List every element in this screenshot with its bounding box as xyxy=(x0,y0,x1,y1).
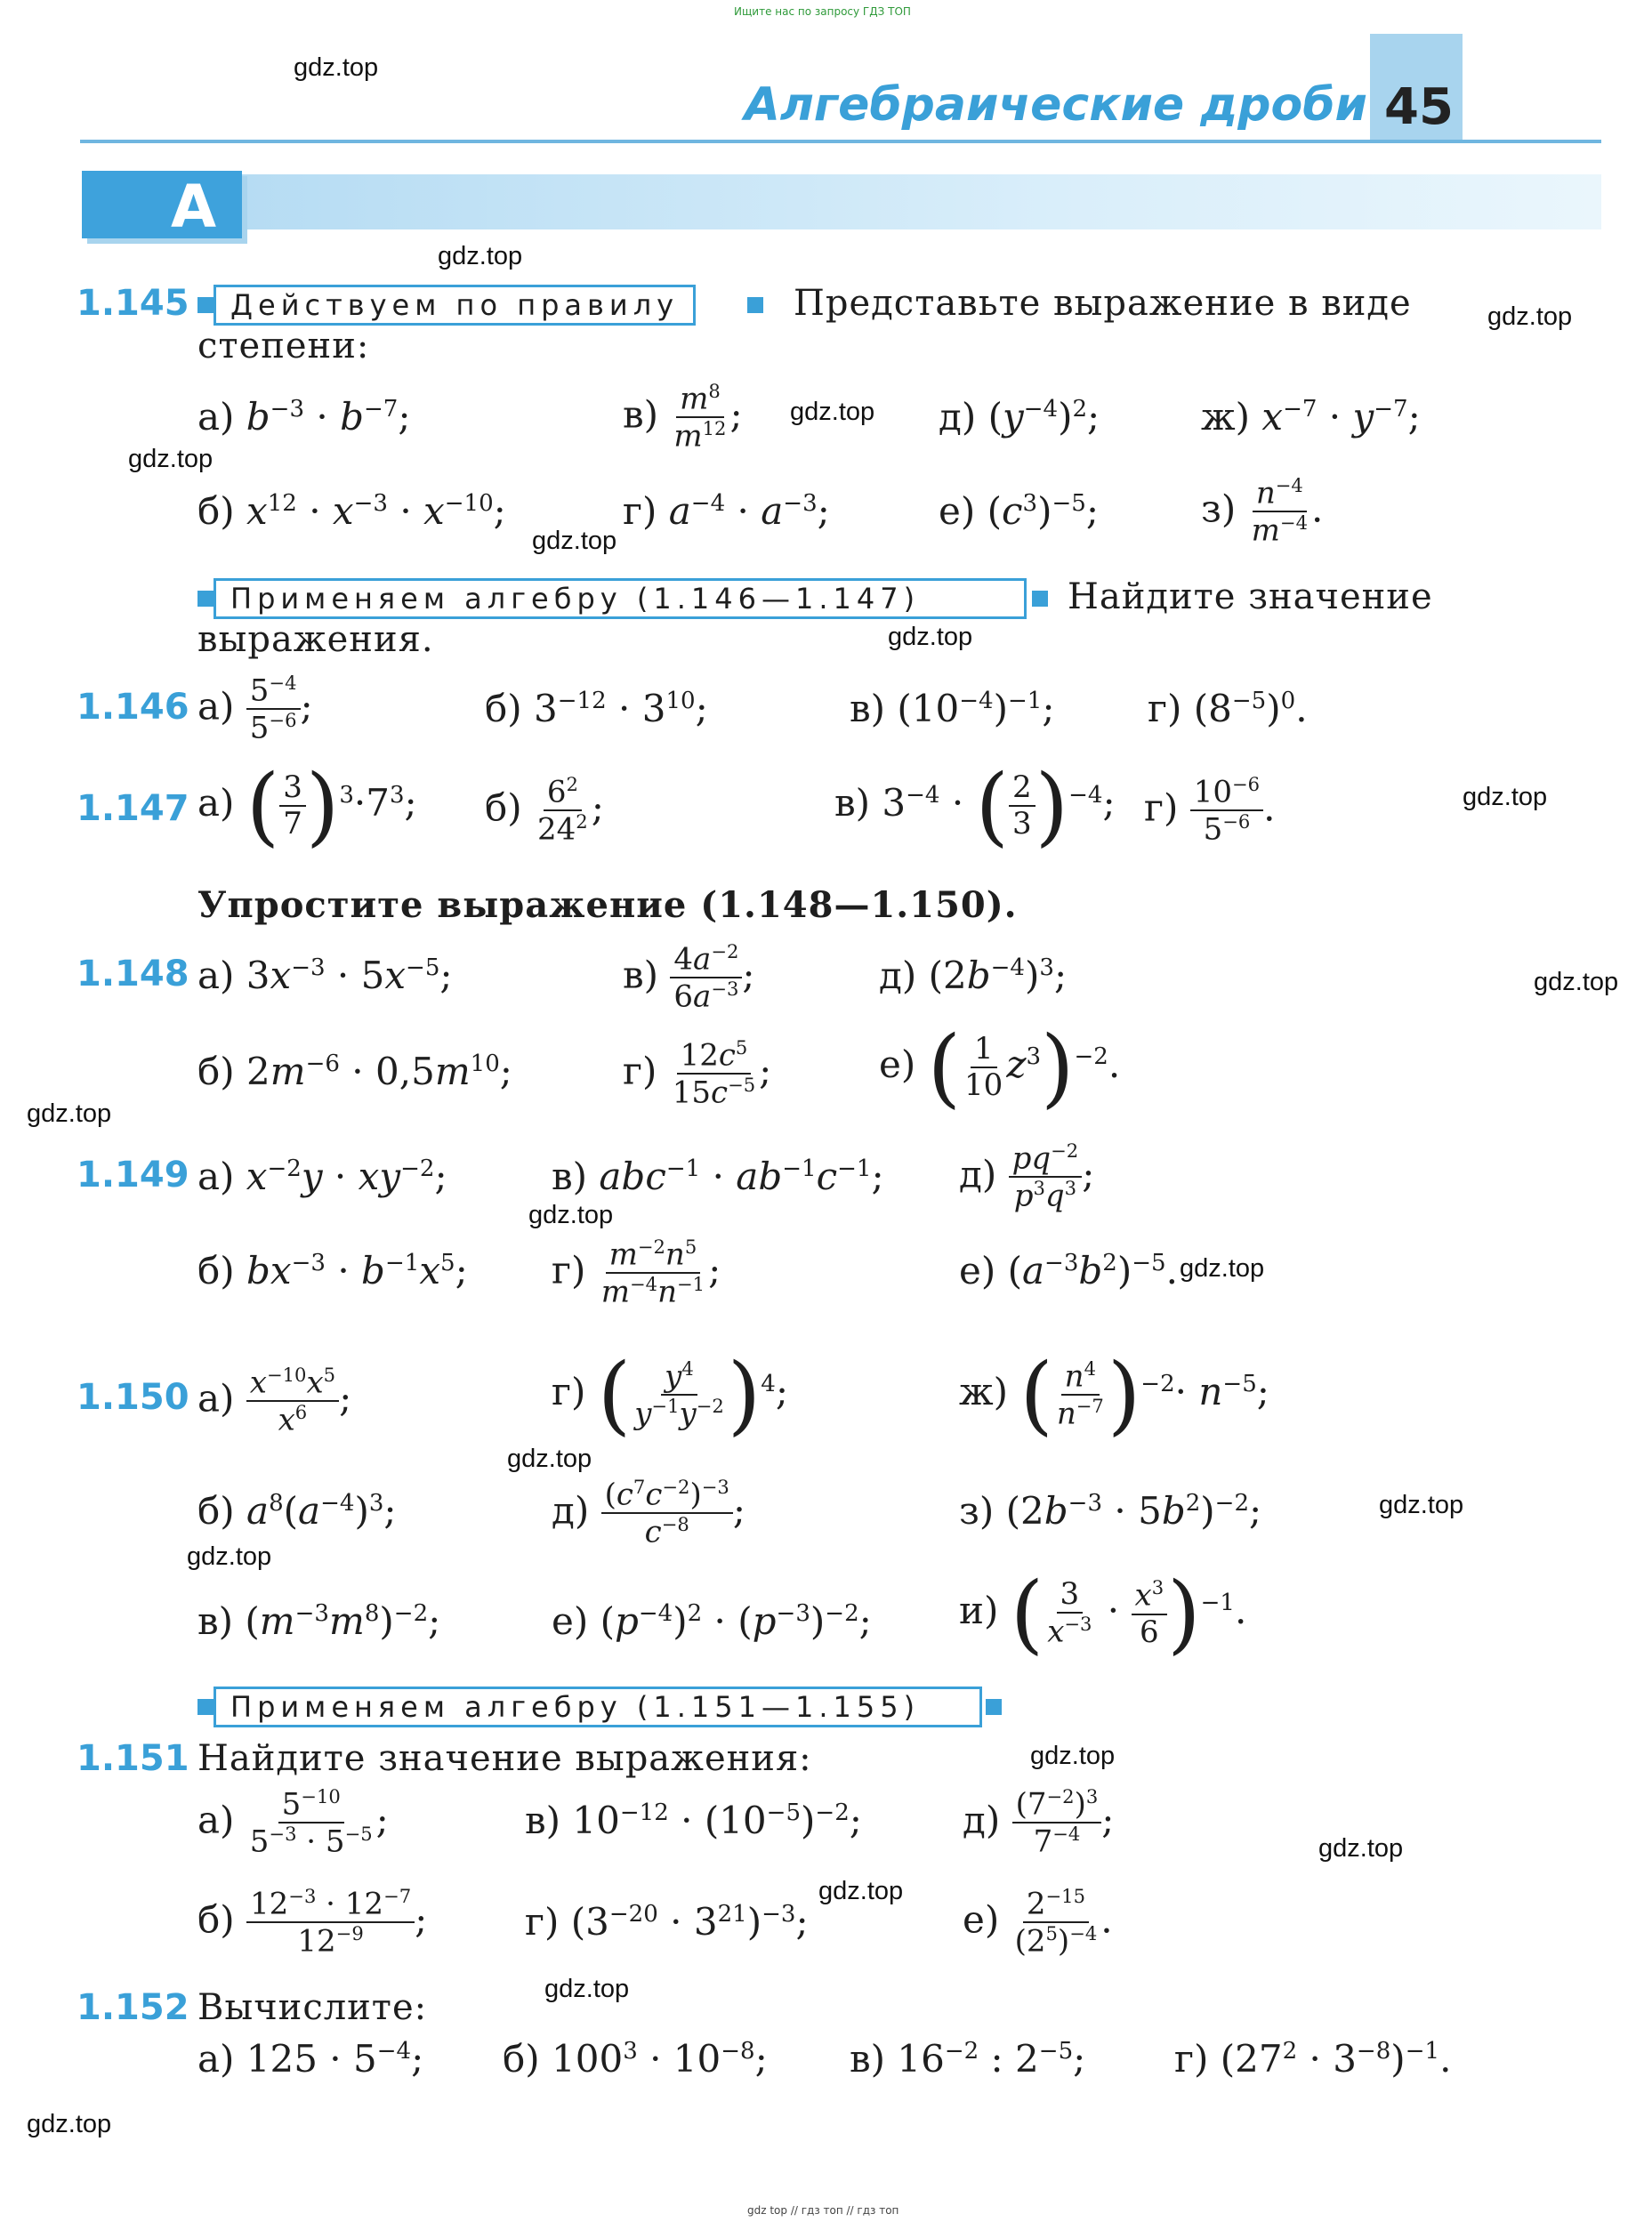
watermark: gdz.top xyxy=(187,1542,272,1571)
label-marker xyxy=(197,591,214,607)
problem-number: 1.150 xyxy=(77,1377,189,1418)
expression: б) $a^8(a^{-4})^3$; xyxy=(197,1489,397,1533)
problem-text: Вычислите: xyxy=(197,1987,428,2028)
expression: в) $\frac{4a^{-2}}{6a^{-3}}$ ; xyxy=(623,940,755,1015)
expression: в) $10^{-12} \cdot (10^{-5})^{-2}$; xyxy=(525,1799,862,1842)
expression: в) $(10^{-4})^{-1}$; xyxy=(850,687,1055,730)
section-badge xyxy=(82,171,242,241)
problem-text: степени: xyxy=(197,326,370,366)
expression: б) $\frac{12^{-3} \cdot 12^{-7}}{12^{-9}}$ ; xyxy=(197,1885,428,1960)
bleed-band xyxy=(240,174,1601,229)
expression: а) $\frac{x^{-10}x^5}{x^6}$ ; xyxy=(197,1364,352,1438)
problem-number: 1.152 xyxy=(77,1987,189,2028)
expression: з) $(2b^{-3} \cdot 5b^2)^{-2}$; xyxy=(959,1489,1262,1533)
expression: а) $\frac{5^{-4}}{5^{-6}}$ ; xyxy=(197,672,313,746)
watermark: gdz.top xyxy=(438,242,523,270)
label-marker xyxy=(747,297,763,313)
problem-number: 1.147 xyxy=(77,788,189,829)
label-marker xyxy=(197,297,214,313)
header-rule xyxy=(80,140,1601,143)
page-number: 45 xyxy=(1384,78,1454,136)
section-letter: А xyxy=(171,173,217,241)
expression: з) $\frac{n^{-4}}{m^{-4}}$ . xyxy=(1201,474,1324,549)
watermark: gdz.top xyxy=(888,623,973,651)
problem-text: выражения. xyxy=(197,619,434,660)
expression: г) $(8^{-5})^0$. xyxy=(1148,687,1308,730)
problem-text: Найдите значение xyxy=(1068,576,1433,617)
expression: а) $x^{-2}y \cdot xy^{-2}$; xyxy=(197,1155,447,1198)
expression: б) $\frac{6^2}{24^2}$ ; xyxy=(485,773,604,848)
problem-text: Найдите значение выражения: xyxy=(197,1738,812,1779)
watermark: gdz.top xyxy=(27,2110,112,2138)
expression: а) $125 \cdot 5^{-4}$; xyxy=(197,2037,424,2081)
label-marker xyxy=(197,1699,214,1715)
watermark: gdz.top xyxy=(1487,302,1573,331)
expression: в) $3^{-4}$ · ( $\frac{2}{3}$ )$^{-4}$; xyxy=(834,756,1116,856)
watermark: gdz.top xyxy=(1318,1834,1404,1863)
expression: е) $(c^3)^{-5}$; xyxy=(939,489,1099,533)
problem-number: 1.148 xyxy=(77,954,189,994)
expression: в) $\frac{m^8}{m^{12}}$ ; xyxy=(623,380,743,455)
expression: а) $\frac{5^{-10}}{5^{-3} \cdot 5^{-5}}$ ; xyxy=(197,1785,389,1860)
watermark: gdz.top xyxy=(528,1201,614,1229)
instruction-heading: Упростите выражение (1.148—1.150). xyxy=(197,884,1018,926)
watermark: gdz.top xyxy=(544,1975,630,2003)
expression: в) $(m^{-3}m^8)^{-2}$; xyxy=(197,1599,441,1643)
expression: и) ( $\frac{3}{x^{-3}}$ · $\frac{x^3}{6}$ )$^{-1}$. xyxy=(959,1564,1247,1663)
watermark: gdz.top xyxy=(1463,783,1548,811)
watermark: gdz.top xyxy=(1180,1254,1265,1283)
expression: г) ( $\frac{y^4}{y^{-1}y^{-2}}$ )$^4$; xyxy=(552,1345,788,1445)
problem-number: 1.146 xyxy=(77,687,189,728)
expression: б) $3^{-12} \cdot 3^{10}$; xyxy=(485,687,708,730)
watermark: gdz.top xyxy=(790,398,875,426)
section-label: Применяем алгебру (1.151—1.155) xyxy=(214,1687,982,1727)
expression: д) $\frac{(c^7c^{-2})^{-3}}{c^{-8}}$ ; xyxy=(552,1476,745,1550)
watermark: gdz.top xyxy=(1030,1742,1116,1770)
problem-number: 1.149 xyxy=(77,1155,189,1196)
label-marker xyxy=(1032,591,1048,607)
problem-text: Представьте выражение в виде xyxy=(794,283,1412,324)
watermark: gdz.top xyxy=(818,1877,904,1905)
expression: а) $3x^{-3} \cdot 5x^{-5}$; xyxy=(197,954,453,997)
watermark: gdz.top xyxy=(294,53,379,82)
expression: ж) $x^{-7} \cdot y^{-7}$; xyxy=(1201,395,1421,439)
expression: г) $a^{-4} \cdot a^{-3}$; xyxy=(623,489,830,533)
expression: г) $(3^{-20} \cdot 3^{21})^{-3}$; xyxy=(525,1900,809,1944)
watermark: gdz.top xyxy=(507,1445,592,1473)
expression: е) $\frac{2^{-15}}{(2^5)^{-4}}$ . xyxy=(963,1885,1113,1960)
watermark: gdz.top xyxy=(27,1099,112,1128)
problem-number: 1.151 xyxy=(77,1738,189,1779)
top-note: Ищите нас по запросу ГДЗ ТОП xyxy=(734,5,911,18)
section-label: Применяем алгебру (1.146—1.147) xyxy=(214,578,1027,619)
expression: в) $16^{-2}$ : $2^{-5}$; xyxy=(850,2037,1086,2081)
expression: е) $(a^{-3}b^2)^{-5}$. xyxy=(959,1249,1178,1292)
expression: г) $(27^2 \cdot 3^{-8})^{-1}$. xyxy=(1174,2037,1452,2081)
expression: в) $abc^{-1} \cdot ab^{-1}c^{-1}$; xyxy=(552,1155,884,1198)
footer-note: gdz top // гдз топ // гдз топ xyxy=(747,2204,899,2217)
expression: ж) ( $\frac{n^4}{n^{-7}}$ )$^{-2}\cdot n^{-5}$; xyxy=(959,1345,1269,1445)
expression: б) $bx^{-3} \cdot b^{-1}x^5$; xyxy=(197,1249,468,1292)
expression: б) $x^{12} \cdot x^{-3} \cdot x^{-10}$; xyxy=(197,489,506,533)
expression: е) ( $\frac{1}{10}$ $z^3)^{-2}$. xyxy=(879,1018,1121,1117)
watermark: gdz.top xyxy=(1379,1491,1464,1519)
expression: б) $100^3 \cdot 10^{-8}$; xyxy=(503,2037,768,2081)
label-marker xyxy=(986,1699,1002,1715)
watermark: gdz.top xyxy=(128,445,214,473)
section-label: Действуем по правилу xyxy=(214,285,696,326)
watermark: gdz.top xyxy=(1534,968,1619,996)
expression: а) ( $\frac{3}{7}$ )$^3\cdot 7^3$; xyxy=(197,756,417,856)
expression: г) $\frac{m^{-2}n^5}{m^{-4}n^{-1}}$ ; xyxy=(552,1236,721,1310)
problem-number: 1.145 xyxy=(77,283,189,324)
expression: г) $\frac{10^{-6}}{5^{-6}}$ . xyxy=(1144,773,1276,848)
expression: б) $2m^{-6} \cdot 0,5m^{10}$; xyxy=(197,1050,512,1093)
expression: д) $(y^{-4})^2$; xyxy=(939,395,1100,439)
watermark: gdz.top xyxy=(532,527,617,555)
expression: е) $(p^{-4})^2 \cdot (p^{-3})^{-2}$; xyxy=(552,1599,872,1643)
expression: г) $\frac{12c^5}{15c^{-5}}$ ; xyxy=(623,1036,772,1111)
expression: д) $\frac{(7^{-2})^3}{7^{-4}}$ ; xyxy=(963,1785,1115,1860)
expression: д) $(2b^{-4})^3$; xyxy=(879,954,1068,997)
expression: а) $b^{-3} \cdot b^{-7}$; xyxy=(197,395,411,439)
expression: д) $\frac{pq^{-2}}{p^3q^3}$ ; xyxy=(959,1139,1095,1214)
page-title: Алгебраические дроби xyxy=(744,78,1367,132)
